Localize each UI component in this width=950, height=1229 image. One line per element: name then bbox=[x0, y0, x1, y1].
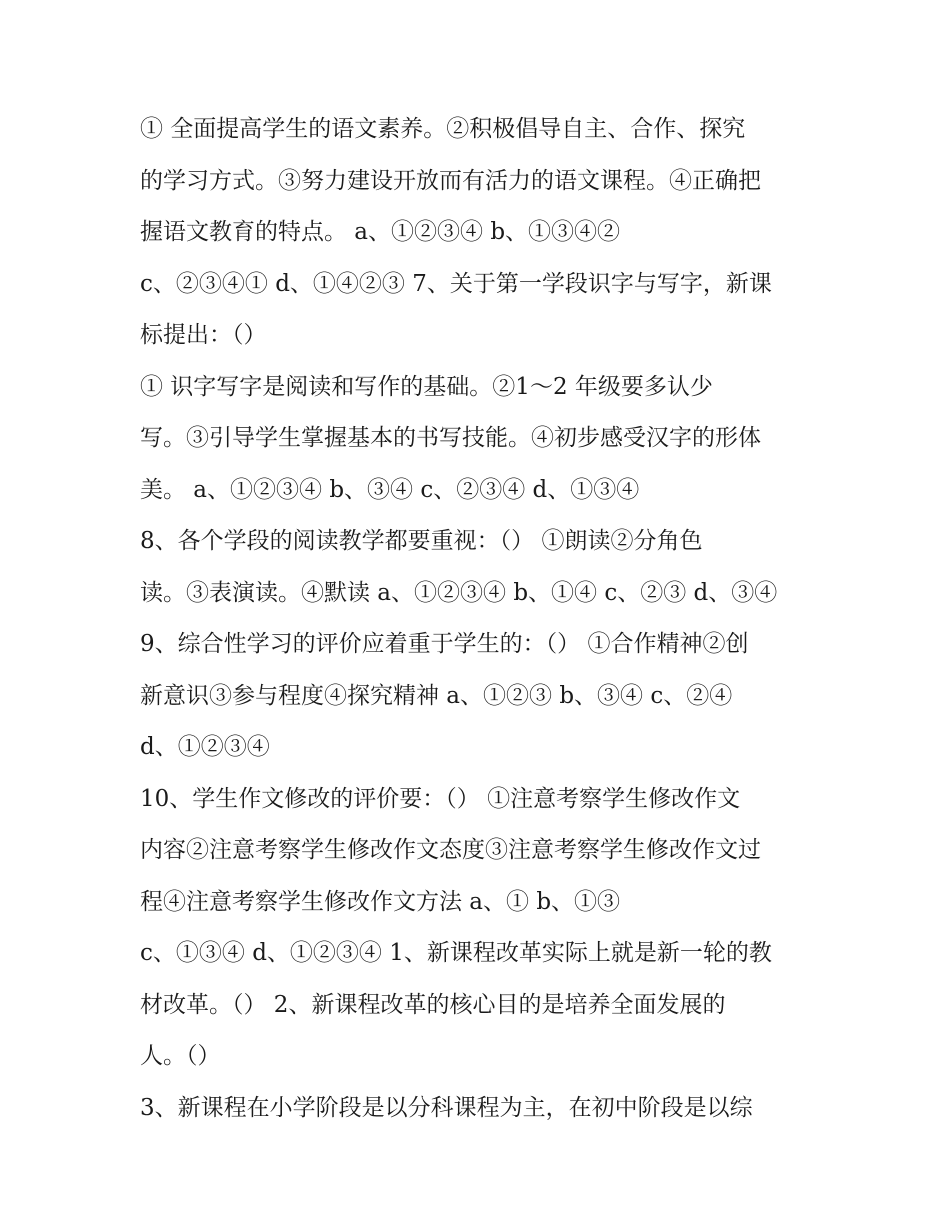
text-line: 9、综合性学习的评价应着重于学生的：（） ①合作精神②创 bbox=[140, 631, 749, 657]
text-line: c、②③④① d、①④②③ 7、关于第一学段识字与写字，新课 bbox=[140, 270, 772, 297]
text-line: ① 全面提高学生的语文素养。②积极倡导自主、合作、探究 bbox=[140, 116, 746, 142]
text-line: 10、学生作文修改的评价要：（） ①注意考察学生修改作文 bbox=[140, 785, 741, 812]
text-line: 8、各个学段的阅读教学都要重视：（） ①朗读②分角色 bbox=[140, 528, 703, 554]
text-line: 材改革。（） 2、新课程改革的核心目的是培养全面发展的 bbox=[140, 991, 726, 1018]
text-line: 新意识③参与程度④探究精神 a、①②③ b、③④ c、②④ bbox=[140, 682, 733, 709]
text-line: 内容②注意考察学生修改作文态度③注意考察学生修改作文过 bbox=[140, 837, 761, 863]
text-line: 人。（） bbox=[140, 1043, 221, 1069]
document-body bbox=[140, 104, 830, 1134]
text-line: 握语文教育的特点。 a、①②③④ b、①③④② bbox=[140, 219, 621, 245]
text-line: ① 识字写字是阅读和写作的基础。②1～2 年级要多认少 bbox=[140, 373, 713, 400]
text-line: d、①②③④ bbox=[140, 734, 270, 760]
text-line: 3、新课程在小学阶段是以分科课程为主，在初中阶段是以综 bbox=[140, 1094, 753, 1121]
text-line: 标提出：（） bbox=[140, 322, 267, 348]
text-line: c、①③④ d、①②③④ 1、新课程改革实际上就是新一轮的教 bbox=[140, 940, 772, 966]
text-line: 美。 a、①②③④ b、③④ c、②③④ d、①③④ bbox=[140, 476, 640, 503]
text-line: 写。③引导学生掌握基本的书写技能。④初步感受汉字的形体 bbox=[140, 425, 761, 451]
text-line: 程④注意考察学生修改作文方法 a、① b、①③ bbox=[140, 888, 621, 915]
text-line: 的学习方式。③努力建设开放而有活力的语文课程。④正确把 bbox=[140, 167, 761, 194]
text-line: 读。③表演读。④默读 a、①②③④ b、①④ c、②③ d、③④ bbox=[140, 579, 778, 606]
